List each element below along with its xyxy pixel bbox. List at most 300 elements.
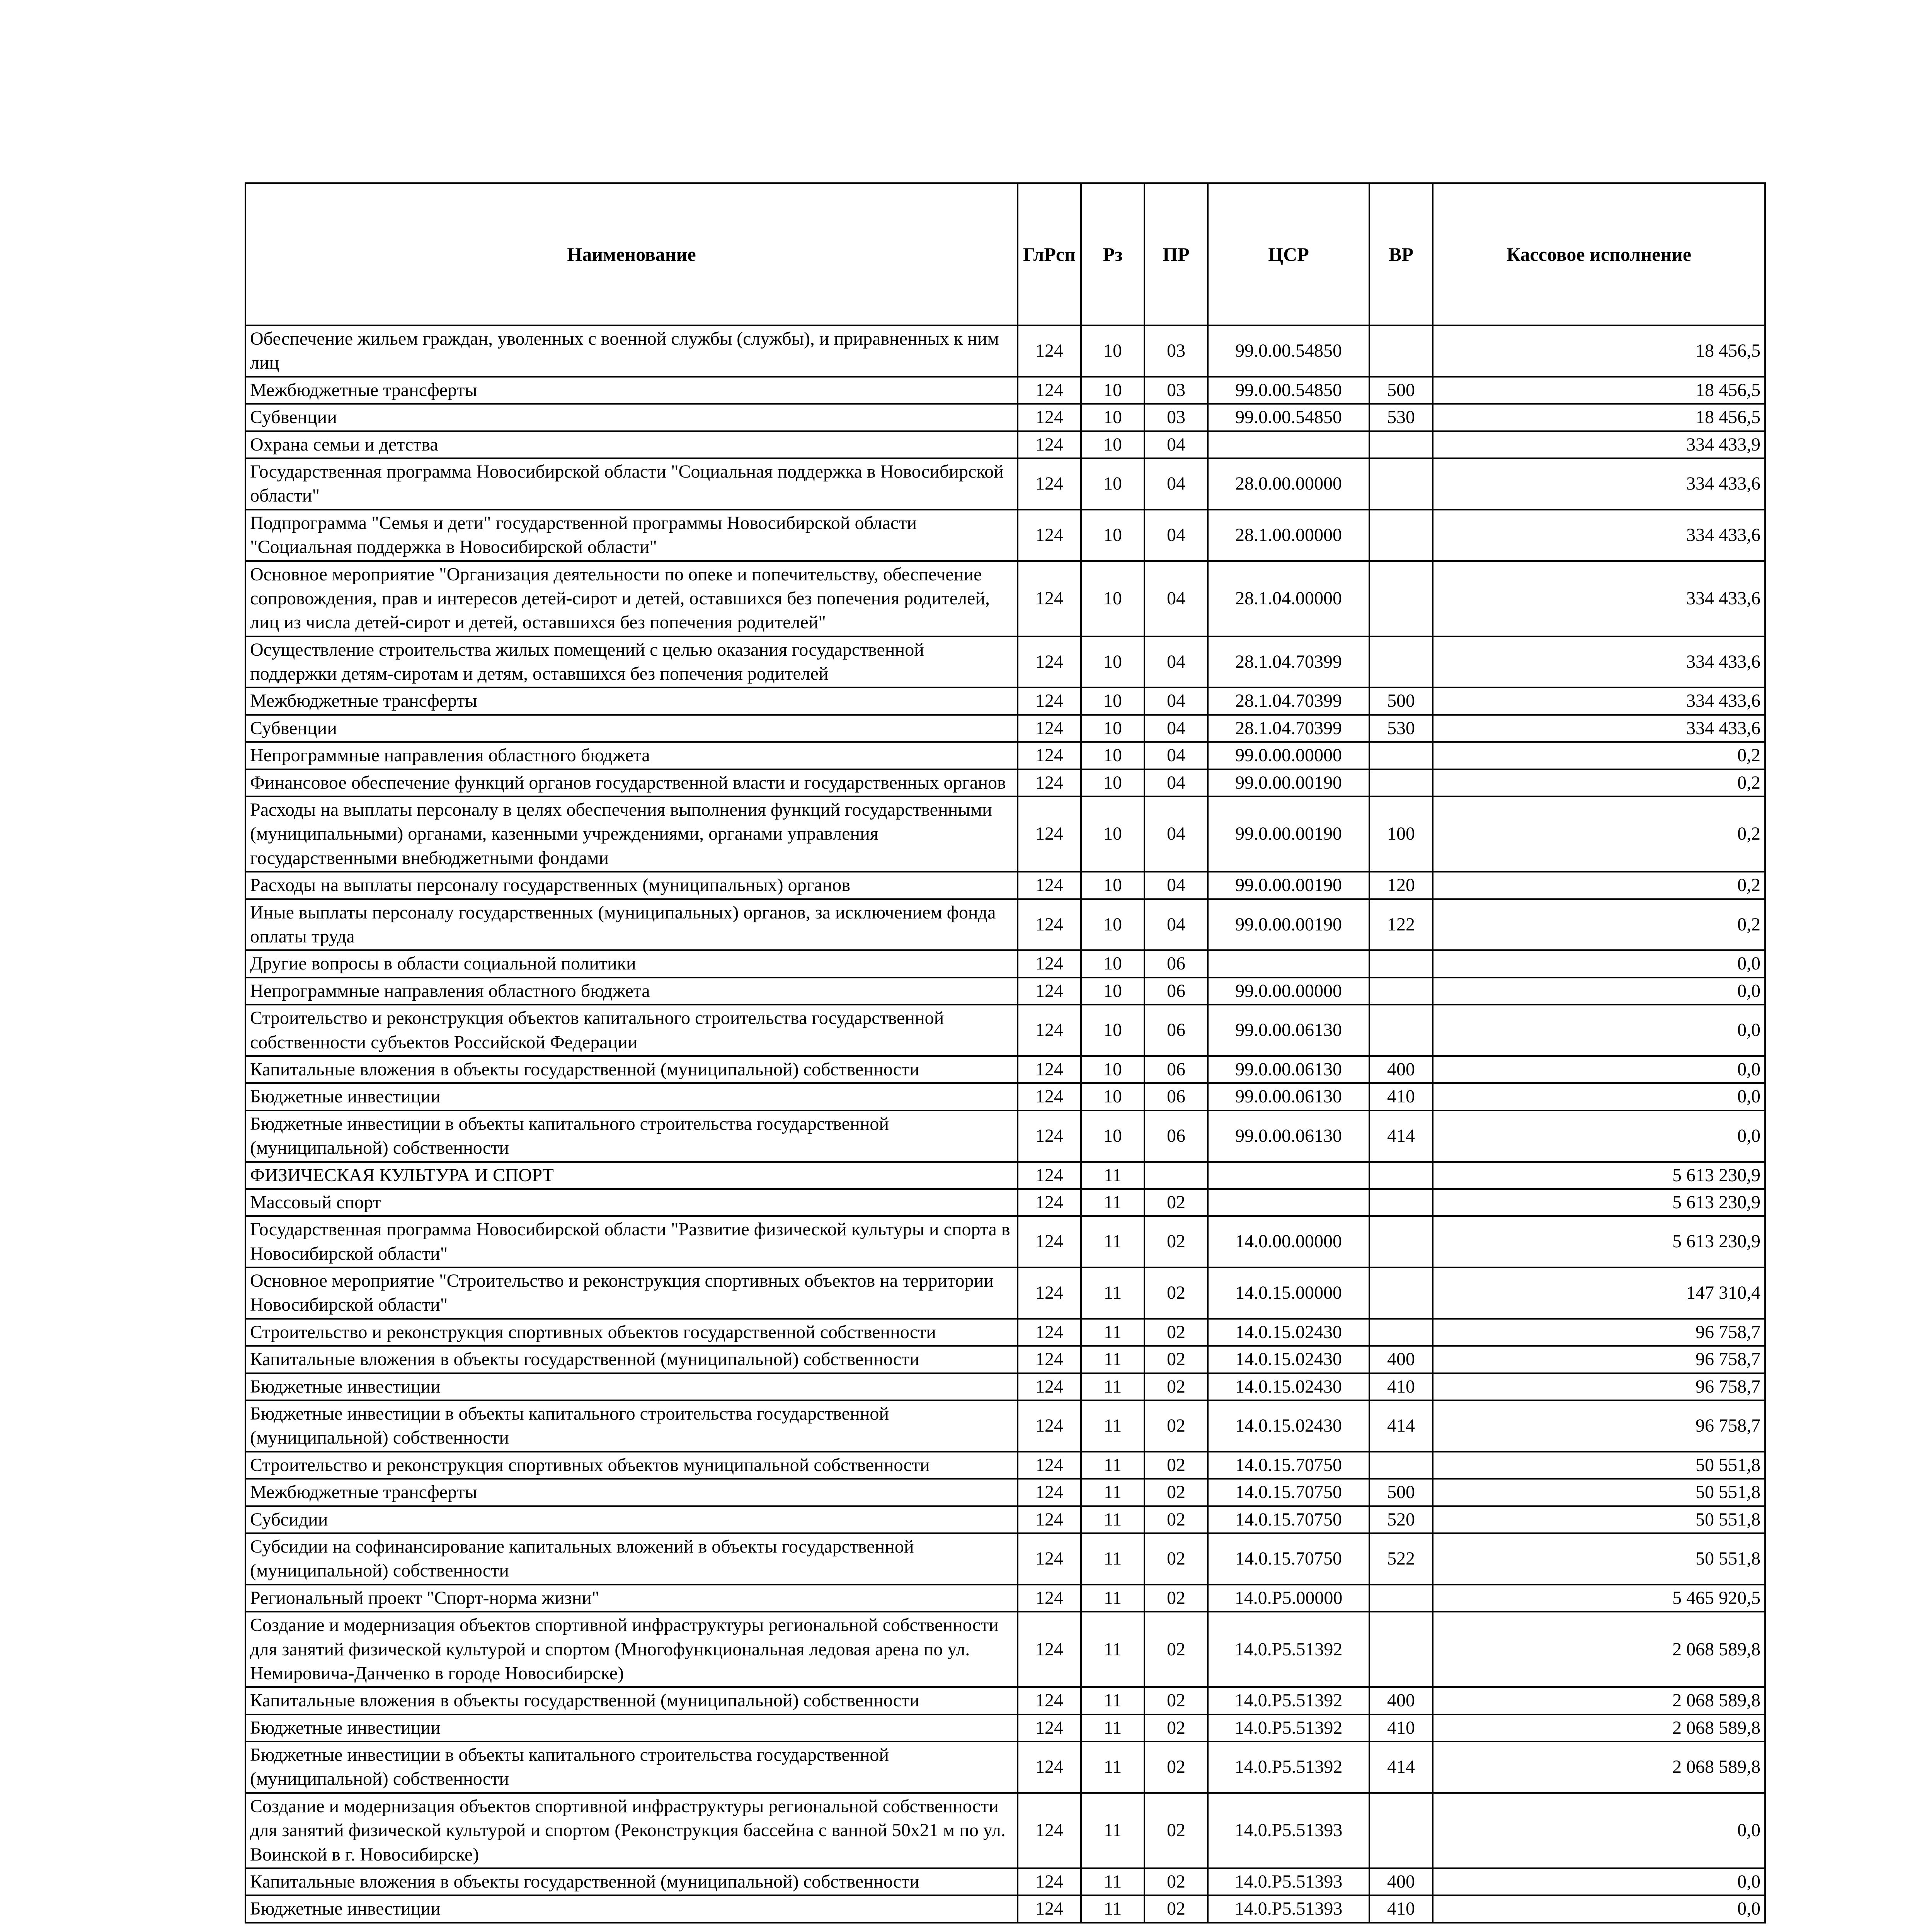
cell-amount: 0,0 (1433, 1895, 1765, 1922)
table-row (245, 687, 1765, 714)
cell-glrsp: 124 (1018, 1895, 1081, 1922)
cell-glrsp: 124 (1018, 1742, 1081, 1793)
cell-name: Бюджетные инвестиции в объекты капитального строительства государственной (муниципальной) собственности (245, 1111, 1018, 1162)
cell-rz: 11 (1081, 1216, 1144, 1267)
table-row (245, 978, 1765, 1005)
cell-amount: 2 068 589,8 (1433, 1612, 1765, 1687)
cell-amount: 18 456,5 (1433, 404, 1765, 431)
cell-name: Капитальные вложения в объекты государственной (муниципальной) собственности (245, 1868, 1018, 1895)
table-row (245, 377, 1765, 404)
cell-glrsp: 124 (1018, 1083, 1081, 1110)
table-body (245, 325, 1765, 1923)
cell-vr (1369, 431, 1433, 458)
cell-name: Государственная программа Новосибирской области "Развитие физической культуры и спорта в Новосибирской области" (245, 1216, 1018, 1267)
cell-name: Бюджетные инвестиции (245, 1083, 1018, 1110)
cell-rz: 11 (1081, 1346, 1144, 1373)
cell-name: Расходы на выплаты персоналу государственных (муниципальных) органов (245, 872, 1018, 899)
table-row (245, 1216, 1765, 1267)
cell-rz: 11 (1081, 1319, 1144, 1346)
cell-vr: 530 (1369, 715, 1433, 742)
cell-rz: 10 (1081, 687, 1144, 714)
cell-pr: 02 (1144, 1793, 1208, 1868)
cell-vr: 414 (1369, 1400, 1433, 1452)
cell-rz: 10 (1081, 950, 1144, 977)
cell-vr: 410 (1369, 1714, 1433, 1742)
cell-name: Подпрограмма "Семья и дети" государственной программы Новосибирской области "Социальная поддержка в Новосибирской области" (245, 510, 1018, 561)
cell-csr (1208, 950, 1369, 977)
cell-name: Субсидии на софинансирование капитальных вложений в объекты государственной (муниципальной) собственности (245, 1533, 1018, 1585)
cell-glrsp: 124 (1018, 404, 1081, 431)
table-row (245, 1319, 1765, 1346)
cell-glrsp: 124 (1018, 1005, 1081, 1056)
cell-pr: 02 (1144, 1189, 1208, 1216)
cell-pr: 04 (1144, 431, 1208, 458)
cell-pr: 04 (1144, 872, 1208, 899)
cell-pr: 02 (1144, 1267, 1208, 1319)
cell-vr (1369, 1612, 1433, 1687)
cell-rz: 10 (1081, 742, 1144, 769)
cell-amount: 2 068 589,8 (1433, 1687, 1765, 1714)
cell-pr: 04 (1144, 715, 1208, 742)
table-row (245, 1083, 1765, 1110)
cell-csr (1208, 1162, 1369, 1189)
cell-vr (1369, 1793, 1433, 1868)
cell-vr (1369, 325, 1433, 377)
cell-vr: 122 (1369, 899, 1433, 951)
cell-name: Финансовое обеспечение функций органов государственной власти и государственных органов (245, 769, 1018, 796)
cell-name: Охрана семьи и детства (245, 431, 1018, 458)
cell-glrsp: 124 (1018, 1479, 1081, 1506)
cell-csr (1208, 1189, 1369, 1216)
cell-amount: 5 613 230,9 (1433, 1189, 1765, 1216)
cell-vr (1369, 742, 1433, 769)
table-row (245, 1533, 1765, 1585)
cell-vr (1369, 1189, 1433, 1216)
cell-csr: 28.1.04.70399 (1208, 715, 1369, 742)
cell-name: Капитальные вложения в объекты государственной (муниципальной) собственности (245, 1346, 1018, 1373)
cell-pr: 02 (1144, 1346, 1208, 1373)
header-rz: Рз (1081, 183, 1144, 325)
table-row (245, 1895, 1765, 1922)
cell-rz: 10 (1081, 978, 1144, 1005)
cell-pr: 02 (1144, 1373, 1208, 1400)
cell-glrsp: 124 (1018, 715, 1081, 742)
cell-vr (1369, 1162, 1433, 1189)
cell-csr: 14.0.15.70750 (1208, 1452, 1369, 1479)
table-row (245, 950, 1765, 977)
cell-name: Субсидии (245, 1506, 1018, 1533)
cell-glrsp: 124 (1018, 431, 1081, 458)
cell-name: Основное мероприятие "Организация деятельности по опеке и попечительству, обеспечение сопровождения, прав и интересов детей-сирот и детей, оставшихся без попечения родителей, лиц из числа детей-сирот и детей, оставшихся без попечения родителей" (245, 561, 1018, 636)
cell-rz: 11 (1081, 1400, 1144, 1452)
cell-name: Межбюджетные трансферты (245, 687, 1018, 714)
cell-glrsp: 124 (1018, 1533, 1081, 1585)
cell-csr: 14.0.P5.51393 (1208, 1895, 1369, 1922)
cell-csr: 14.0.P5.51392 (1208, 1612, 1369, 1687)
cell-amount: 0,0 (1433, 978, 1765, 1005)
table-row (245, 1189, 1765, 1216)
table-row (245, 1346, 1765, 1373)
cell-name: Бюджетные инвестиции (245, 1373, 1018, 1400)
cell-amount: 18 456,5 (1433, 325, 1765, 377)
cell-pr: 02 (1144, 1319, 1208, 1346)
cell-glrsp: 124 (1018, 1162, 1081, 1189)
cell-csr: 14.0.P5.51392 (1208, 1687, 1369, 1714)
table-row (245, 1162, 1765, 1189)
cell-csr: 14.0.P5.00000 (1208, 1585, 1369, 1612)
cell-name: Межбюджетные трансферты (245, 1479, 1018, 1506)
cell-vr: 414 (1369, 1742, 1433, 1793)
cell-pr: 04 (1144, 769, 1208, 796)
table-row (245, 1452, 1765, 1479)
cell-rz: 10 (1081, 872, 1144, 899)
cell-glrsp: 124 (1018, 796, 1081, 872)
cell-pr: 04 (1144, 458, 1208, 510)
cell-pr: 02 (1144, 1687, 1208, 1714)
cell-glrsp: 124 (1018, 1216, 1081, 1267)
cell-vr: 530 (1369, 404, 1433, 431)
cell-rz: 10 (1081, 325, 1144, 377)
cell-name: Бюджетные инвестиции в объекты капитального строительства государственной (муниципальной) собственности (245, 1742, 1018, 1793)
cell-amount: 0,0 (1433, 950, 1765, 977)
cell-name: Субвенции (245, 404, 1018, 431)
table-row (245, 1793, 1765, 1868)
cell-amount: 50 551,8 (1433, 1479, 1765, 1506)
cell-pr: 04 (1144, 687, 1208, 714)
cell-csr: 14.0.15.02430 (1208, 1373, 1369, 1400)
cell-vr: 410 (1369, 1373, 1433, 1400)
cell-vr (1369, 1452, 1433, 1479)
cell-glrsp: 124 (1018, 325, 1081, 377)
cell-amount: 334 433,6 (1433, 510, 1765, 561)
cell-amount: 50 551,8 (1433, 1533, 1765, 1585)
cell-rz: 11 (1081, 1162, 1144, 1189)
table-row (245, 1506, 1765, 1533)
cell-vr: 120 (1369, 872, 1433, 899)
cell-name: Бюджетные инвестиции в объекты капитального строительства государственной (муниципальной) собственности (245, 1400, 1018, 1452)
cell-glrsp: 124 (1018, 769, 1081, 796)
cell-pr: 02 (1144, 1533, 1208, 1585)
cell-vr: 400 (1369, 1346, 1433, 1373)
cell-amount: 0,2 (1433, 872, 1765, 899)
header-name: Наименование (245, 183, 1018, 325)
cell-rz: 10 (1081, 636, 1144, 688)
table-row (245, 1373, 1765, 1400)
cell-amount: 147 310,4 (1433, 1267, 1765, 1319)
cell-pr: 02 (1144, 1452, 1208, 1479)
cell-vr: 100 (1369, 796, 1433, 872)
cell-csr: 14.0.15.02430 (1208, 1400, 1369, 1452)
cell-csr: 28.0.00.00000 (1208, 458, 1369, 510)
cell-pr: 03 (1144, 325, 1208, 377)
cell-amount: 334 433,6 (1433, 561, 1765, 636)
cell-amount: 0,2 (1433, 796, 1765, 872)
cell-pr: 06 (1144, 1005, 1208, 1056)
cell-csr: 99.0.00.54850 (1208, 404, 1369, 431)
cell-glrsp: 124 (1018, 1714, 1081, 1742)
cell-amount: 334 433,6 (1433, 458, 1765, 510)
cell-csr: 14.0.P5.51392 (1208, 1714, 1369, 1742)
cell-amount: 5 465 920,5 (1433, 1585, 1765, 1612)
cell-rz: 11 (1081, 1793, 1144, 1868)
table-row (245, 1479, 1765, 1506)
cell-amount: 0,2 (1433, 742, 1765, 769)
cell-vr (1369, 1216, 1433, 1267)
table-row (245, 1056, 1765, 1083)
cell-amount: 0,2 (1433, 899, 1765, 951)
cell-vr (1369, 978, 1433, 1005)
table-row (245, 1714, 1765, 1742)
cell-rz: 10 (1081, 431, 1144, 458)
cell-pr: 04 (1144, 899, 1208, 951)
cell-pr: 02 (1144, 1506, 1208, 1533)
cell-rz: 11 (1081, 1506, 1144, 1533)
table-row (245, 1005, 1765, 1056)
cell-pr: 04 (1144, 742, 1208, 769)
cell-amount: 334 433,6 (1433, 715, 1765, 742)
cell-rz: 10 (1081, 561, 1144, 636)
cell-rz: 11 (1081, 1189, 1144, 1216)
cell-glrsp: 124 (1018, 1189, 1081, 1216)
cell-glrsp: 124 (1018, 377, 1081, 404)
table-row (245, 1400, 1765, 1452)
cell-csr: 14.0.15.70750 (1208, 1506, 1369, 1533)
cell-amount: 2 068 589,8 (1433, 1742, 1765, 1793)
cell-pr: 06 (1144, 950, 1208, 977)
cell-pr: 03 (1144, 404, 1208, 431)
table-row (245, 510, 1765, 561)
cell-pr (1144, 1162, 1208, 1189)
cell-vr: 500 (1369, 687, 1433, 714)
cell-amount: 0,0 (1433, 1111, 1765, 1162)
cell-rz: 11 (1081, 1714, 1144, 1742)
cell-glrsp: 124 (1018, 1868, 1081, 1895)
cell-csr: 99.0.00.00000 (1208, 742, 1369, 769)
cell-amount: 96 758,7 (1433, 1373, 1765, 1400)
cell-rz: 11 (1081, 1533, 1144, 1585)
cell-amount: 334 433,9 (1433, 431, 1765, 458)
cell-pr: 02 (1144, 1868, 1208, 1895)
cell-vr (1369, 1319, 1433, 1346)
cell-name: Субвенции (245, 715, 1018, 742)
cell-amount: 0,0 (1433, 1868, 1765, 1895)
cell-csr: 99.0.00.00190 (1208, 796, 1369, 872)
cell-vr: 400 (1369, 1056, 1433, 1083)
cell-rz: 11 (1081, 1612, 1144, 1687)
cell-glrsp: 124 (1018, 1056, 1081, 1083)
table-row (245, 1111, 1765, 1162)
cell-pr: 04 (1144, 796, 1208, 872)
cell-pr: 02 (1144, 1714, 1208, 1742)
cell-pr: 02 (1144, 1216, 1208, 1267)
cell-rz: 10 (1081, 1111, 1144, 1162)
cell-csr: 28.1.04.70399 (1208, 636, 1369, 688)
cell-csr: 99.0.00.54850 (1208, 377, 1369, 404)
cell-csr: 14.0.15.00000 (1208, 1267, 1369, 1319)
cell-name: Непрограммные направления областного бюджета (245, 742, 1018, 769)
cell-vr: 520 (1369, 1506, 1433, 1533)
cell-glrsp: 124 (1018, 458, 1081, 510)
table-row (245, 458, 1765, 510)
cell-name: Бюджетные инвестиции (245, 1714, 1018, 1742)
header-vr: ВР (1369, 183, 1433, 325)
cell-name: Основное мероприятие "Строительство и реконструкция спортивных объектов на территории Новосибирской области" (245, 1267, 1018, 1319)
cell-name: Строительство и реконструкция спортивных объектов государственной собственности (245, 1319, 1018, 1346)
cell-csr: 14.0.15.02430 (1208, 1346, 1369, 1373)
cell-rz: 11 (1081, 1895, 1144, 1922)
table-row (245, 1267, 1765, 1319)
cell-vr (1369, 1005, 1433, 1056)
cell-vr: 414 (1369, 1111, 1433, 1162)
cell-glrsp: 124 (1018, 636, 1081, 688)
cell-amount: 0,0 (1433, 1005, 1765, 1056)
cell-name: Капитальные вложения в объекты государственной (муниципальной) собственности (245, 1687, 1018, 1714)
cell-rz: 11 (1081, 1479, 1144, 1506)
cell-name: Расходы на выплаты персоналу в целях обеспечения выполнения функций государственными (муниципальными) органами, казенными учреждениями, органами управления государственными внебюджетными фондами (245, 796, 1018, 872)
table-row (245, 742, 1765, 769)
cell-amount: 96 758,7 (1433, 1400, 1765, 1452)
table-row (245, 431, 1765, 458)
cell-amount: 5 613 230,9 (1433, 1162, 1765, 1189)
cell-amount: 5 613 230,9 (1433, 1216, 1765, 1267)
table-row (245, 404, 1765, 431)
cell-csr: 14.0.15.70750 (1208, 1533, 1369, 1585)
cell-amount: 18 456,5 (1433, 377, 1765, 404)
cell-vr: 400 (1369, 1868, 1433, 1895)
cell-glrsp: 124 (1018, 1319, 1081, 1346)
cell-vr: 500 (1369, 1479, 1433, 1506)
cell-vr: 410 (1369, 1895, 1433, 1922)
header-pr: ПР (1144, 183, 1208, 325)
cell-csr: 99.0.00.06130 (1208, 1083, 1369, 1110)
cell-glrsp: 124 (1018, 1267, 1081, 1319)
cell-csr: 99.0.00.00000 (1208, 978, 1369, 1005)
cell-name: ФИЗИЧЕСКАЯ КУЛЬТУРА И СПОРТ (245, 1162, 1018, 1189)
cell-vr (1369, 636, 1433, 688)
cell-csr: 28.1.04.70399 (1208, 687, 1369, 714)
table-row (245, 1742, 1765, 1793)
cell-name: Межбюджетные трансферты (245, 377, 1018, 404)
table-row (245, 636, 1765, 688)
table-row (245, 1612, 1765, 1687)
cell-glrsp: 124 (1018, 1585, 1081, 1612)
cell-vr (1369, 950, 1433, 977)
cell-name: Создание и модернизация объектов спортивной инфраструктуры региональной собственности для занятий физической культурой и спортом (Многофункциональная ледовая арена по ул. Немировича-Данченко в городе Новосибирске) (245, 1612, 1018, 1687)
cell-vr (1369, 1585, 1433, 1612)
cell-rz: 11 (1081, 1687, 1144, 1714)
cell-rz: 10 (1081, 1083, 1144, 1110)
cell-vr: 400 (1369, 1687, 1433, 1714)
cell-name: Обеспечение жильем граждан, уволенных с военной службы (службы), и приравненных к ним лиц (245, 325, 1018, 377)
cell-rz: 10 (1081, 510, 1144, 561)
cell-glrsp: 124 (1018, 742, 1081, 769)
cell-name: Иные выплаты персоналу государственных (муниципальных) органов, за исключением фонда оплаты труда (245, 899, 1018, 951)
cell-amount: 0,0 (1433, 1056, 1765, 1083)
table-row (245, 1868, 1765, 1895)
cell-vr (1369, 769, 1433, 796)
cell-pr: 06 (1144, 978, 1208, 1005)
budget-execution-table (245, 182, 1766, 1923)
cell-amount: 0,0 (1433, 1793, 1765, 1868)
table-row (245, 872, 1765, 899)
table-header-row (245, 183, 1765, 325)
cell-amount: 0,0 (1433, 1083, 1765, 1110)
cell-rz: 10 (1081, 715, 1144, 742)
cell-csr: 14.0.P5.51393 (1208, 1868, 1369, 1895)
table-row (245, 769, 1765, 796)
table-row (245, 561, 1765, 636)
table-row (245, 796, 1765, 872)
cell-amount: 334 433,6 (1433, 636, 1765, 688)
cell-amount: 50 551,8 (1433, 1452, 1765, 1479)
cell-pr: 06 (1144, 1056, 1208, 1083)
cell-rz: 10 (1081, 1005, 1144, 1056)
table-row (245, 899, 1765, 951)
cell-csr: 28.1.00.00000 (1208, 510, 1369, 561)
cell-vr (1369, 458, 1433, 510)
cell-vr (1369, 561, 1433, 636)
table-row (245, 325, 1765, 377)
cell-name: Бюджетные инвестиции (245, 1895, 1018, 1922)
cell-pr: 02 (1144, 1895, 1208, 1922)
cell-amount: 50 551,8 (1433, 1506, 1765, 1533)
cell-csr: 99.0.00.00190 (1208, 769, 1369, 796)
cell-pr: 02 (1144, 1585, 1208, 1612)
cell-name: Строительство и реконструкция объектов капитального строительства государственной собственности субъектов Российской Федерации (245, 1005, 1018, 1056)
cell-rz: 11 (1081, 1868, 1144, 1895)
header-csr: ЦСР (1208, 183, 1369, 325)
cell-amount: 2 068 589,8 (1433, 1714, 1765, 1742)
cell-pr: 06 (1144, 1111, 1208, 1162)
cell-csr: 99.0.00.06130 (1208, 1056, 1369, 1083)
table-row (245, 1585, 1765, 1612)
cell-glrsp: 124 (1018, 872, 1081, 899)
cell-glrsp: 124 (1018, 1506, 1081, 1533)
cell-pr: 04 (1144, 510, 1208, 561)
cell-csr: 14.0.15.70750 (1208, 1479, 1369, 1506)
cell-glrsp: 124 (1018, 561, 1081, 636)
cell-rz: 11 (1081, 1267, 1144, 1319)
cell-glrsp: 124 (1018, 1793, 1081, 1868)
cell-csr: 99.0.00.00190 (1208, 872, 1369, 899)
cell-pr: 02 (1144, 1612, 1208, 1687)
cell-glrsp: 124 (1018, 510, 1081, 561)
cell-rz: 10 (1081, 769, 1144, 796)
cell-csr (1208, 431, 1369, 458)
cell-name: Непрограммные направления областного бюджета (245, 978, 1018, 1005)
cell-pr: 04 (1144, 561, 1208, 636)
cell-vr: 410 (1369, 1083, 1433, 1110)
cell-name: Капитальные вложения в объекты государственной (муниципальной) собственности (245, 1056, 1018, 1083)
cell-amount: 96 758,7 (1433, 1346, 1765, 1373)
cell-name: Массовый спорт (245, 1189, 1018, 1216)
cell-rz: 11 (1081, 1452, 1144, 1479)
cell-csr: 99.0.00.06130 (1208, 1111, 1369, 1162)
cell-csr: 99.0.00.54850 (1208, 325, 1369, 377)
cell-rz: 10 (1081, 404, 1144, 431)
cell-pr: 02 (1144, 1479, 1208, 1506)
cell-rz: 11 (1081, 1373, 1144, 1400)
cell-amount: 96 758,7 (1433, 1319, 1765, 1346)
cell-glrsp: 124 (1018, 1346, 1081, 1373)
cell-rz: 10 (1081, 377, 1144, 404)
cell-glrsp: 124 (1018, 687, 1081, 714)
cell-name: Другие вопросы в области социальной политики (245, 950, 1018, 977)
table-row (245, 715, 1765, 742)
cell-glrsp: 124 (1018, 1373, 1081, 1400)
header-glrsp: ГлРсп (1018, 183, 1081, 325)
cell-rz: 10 (1081, 899, 1144, 951)
